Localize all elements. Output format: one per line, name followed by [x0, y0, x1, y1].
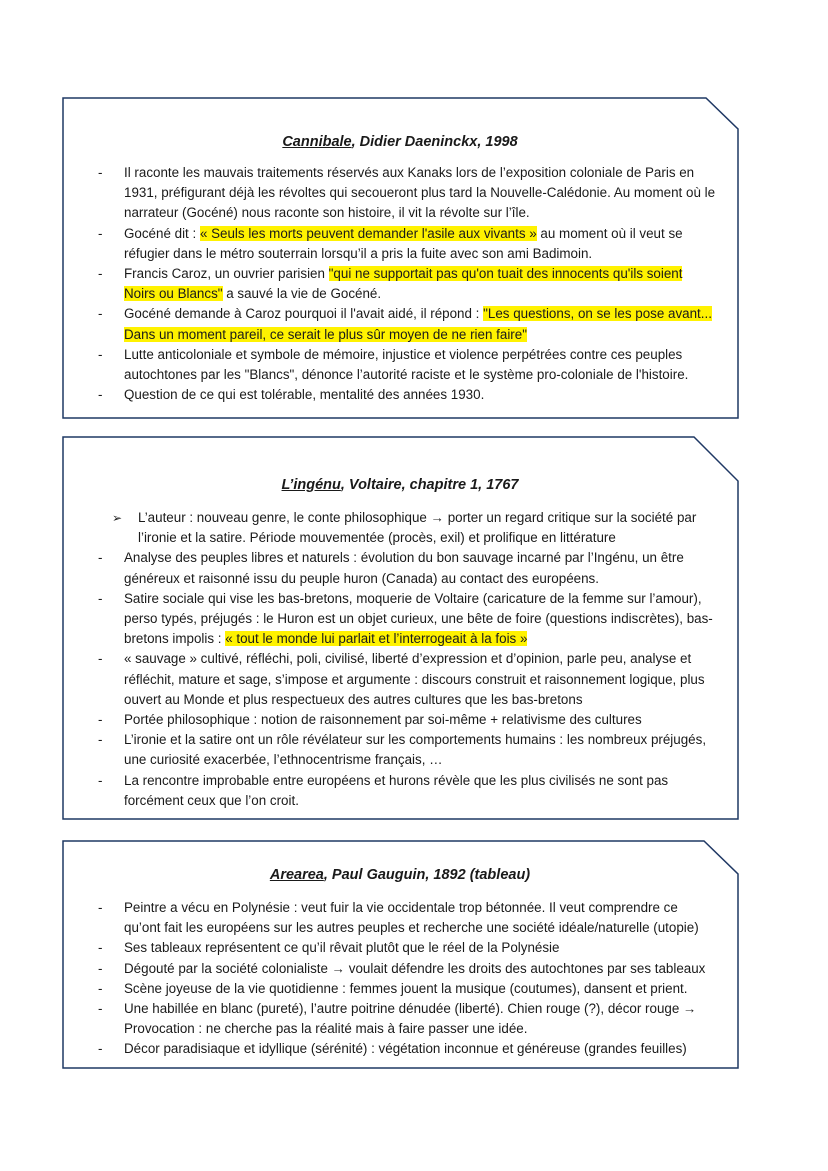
- card-title: [62, 867, 738, 883]
- list-item: - Scène joyeuse de la vie quotidienne : femmes jouent la musique (coutumes), dansent et prient.: [98, 979, 716, 999]
- list-item: - Décor paradisiaque et idyllique (sérénité) : végétation inconnue et généreuse (grandes feuilles): [98, 1039, 716, 1059]
- list-item: - Dégouté par la société colonialiste → voulait défendre les droits des autochtones par ses tableaux: [98, 959, 716, 979]
- card-arearea: [62, 840, 738, 1069]
- list-item: ➢ L’auteur : nouveau genre, le conte philosophique → porter un regard critique sur la société par l’ironie et la satire. Période mouvementée (procès, exil) et prolifique en littérature: [98, 508, 716, 548]
- list-item: - Question de ce qui est tolérable, mentalité des années 1930.: [98, 385, 716, 405]
- list-item: - Francis Caroz, un ouvrier parisien "qui ne supportait pas qu'on tuait des innocents qu'ils soient Noirs ou Blancs" a sauvé la vie de Gocéné.: [98, 264, 716, 304]
- list-item: - Satire sociale qui vise les bas-bretons, moquerie de Voltaire (caricature de la femme sur l’amour), perso typés, préjugés : le Huron est un objet curieux, une bête de foire (questions indiscrètes), bas-bretons impolis : « tout le monde lui parlait et l’interrogeait à la fois »: [98, 589, 716, 650]
- list-item: - La rencontre improbable entre européens et hurons révèle que les plus civilisés ne sont pas forcément ceux que l’on croit.: [98, 771, 716, 811]
- list-item: - L’ironie et la satire ont un rôle révélateur sur les comportements humains : les nombreux préjugés, une curiosité exacerbée, l’ethnocentrisme français, …: [98, 730, 716, 770]
- card-ingenu: [62, 436, 738, 820]
- card-cannibale: [62, 97, 738, 419]
- list-item: - Ses tableaux représentent ce qu’il rêvait plutôt que le réel de la Polynésie: [98, 938, 716, 958]
- list-item: - Lutte anticoloniale et symbole de mémoire, injustice et violence perpétrées contre ces peuples autochtones par les "Blancs", dénonce l’autorité raciste et le système pro-coloniale de l'histoire.: [98, 345, 716, 385]
- highlighted-quote: « Seuls les morts peuvent demander l'asile aux vivants »: [199, 225, 537, 241]
- list-item: - « sauvage » cultivé, réfléchi, poli, civilisé, liberté d’expression et d’opinion, parle peu, analyse et réfléchit, mature et sage, s’impose et argumente : discours construit et raisonnement logique, plus ouvert au Monde et plus respectueux des autres cultures que les bas-bretons: [98, 649, 716, 710]
- highlighted-quote: "qui ne supportait pas qu'on tuait des innocents qu'ils soient Noirs ou Blancs": [124, 266, 683, 302]
- bullet-list: [98, 163, 716, 405]
- title-author: , Paul Gauguin, 1892 (tableau): [323, 867, 531, 883]
- bullet-list: [98, 508, 716, 811]
- list-item: - Analyse des peuples libres et naturels : évolution du bon sauvage incarné par l’Ingénu, un être généreux et raisonné issu du peuple huron (Canada) au contact des européens.: [98, 548, 716, 588]
- highlighted-quote: « tout le monde lui parlait et l’interrogeait à la fois »: [225, 631, 528, 647]
- list-item: - Portée philosophique : notion de raisonnement par soi-même + relativisme des cultures: [98, 710, 716, 730]
- card-title: [62, 477, 738, 493]
- highlighted-quote: "Les questions, on se les pose avant... Dans un moment pareil, ce serait le plus sûr moyen de ne rien faire": [124, 306, 712, 342]
- title-author: , Didier Daeninckx, 1998: [351, 134, 518, 150]
- list-item: - Il raconte les mauvais traitements réservés aux Kanaks lors de l’exposition coloniale de Paris en 1931, préfigurant déjà les révoltes qui secoueront plus tard la Nouvelle-Calédonie. Au moment où le narrateur (Gocéné) nous raconte son histoire, il vit la révolte sur l’île.: [98, 163, 716, 224]
- title-work: Cannibale: [282, 134, 352, 150]
- list-item: - Une habillée en blanc (pureté), l’autre poitrine dénudée (liberté). Chien rouge (?), décor rouge → Provocation : ne cherche pas la réalité mais à faire passer une idée.: [98, 999, 716, 1039]
- list-item: - Peintre a vécu en Polynésie : veut fuir la vie occidentale trop bétonnée. Il veut comprendre ce qu’ont fait les européens sur les autres peuples et recherche une société idéale/naturelle (utopie): [98, 898, 716, 938]
- list-item: - Gocéné demande à Caroz pourquoi il l'avait aidé, il répond : "Les questions, on se les pose avant... Dans un moment pareil, ce serait le plus sûr moyen de ne rien faire": [98, 304, 716, 344]
- title-work: Arearea: [269, 867, 324, 883]
- title-work: L’ingénu: [281, 477, 341, 493]
- title-author: , Voltaire, chapitre 1, 1767: [340, 477, 519, 493]
- bullet-list: [98, 898, 716, 1060]
- list-item: - Gocéné dit : « Seuls les morts peuvent demander l'asile aux vivants » au moment où il veut se réfugier dans le métro souterrain lorsqu’il a pris la fuite avec son ami Badimoin.: [98, 224, 716, 264]
- card-title: [62, 134, 738, 150]
